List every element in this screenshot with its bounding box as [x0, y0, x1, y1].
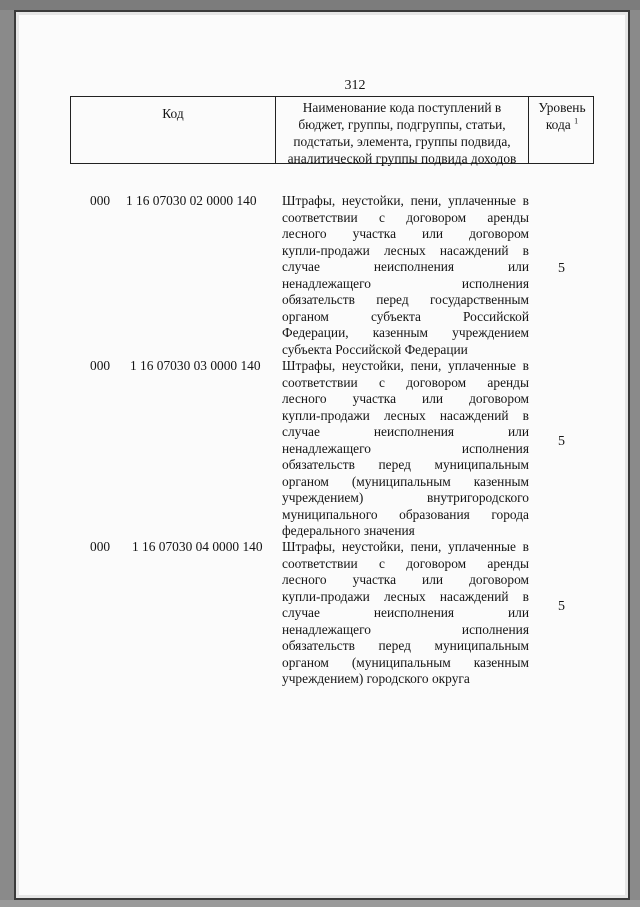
description-line: Штрафы, неустойки, пени, уплаченные в: [282, 539, 529, 554]
header-name-line: бюджет, группы, подгруппы, статьи,: [298, 117, 506, 132]
description-line: купли-продажи лесных насаждений в: [282, 242, 529, 258]
description-line: Федерации, казенным учреждением: [282, 325, 529, 340]
description-line: соответствии с договором аренды: [282, 374, 529, 390]
description-line: Штрафы, неустойки, пени, уплаченные в: [282, 358, 529, 373]
description-line: лесного участка или договором: [282, 391, 529, 406]
admin-code: 000: [90, 358, 111, 373]
description-cell: [282, 539, 529, 688]
description-line: органом (муниципальным казенным: [282, 473, 529, 489]
header-name-line: Наименование кода поступлений в: [302, 100, 502, 115]
description-line: учреждением) городского округа: [282, 671, 470, 686]
scan-bottom-edge: [0, 900, 640, 907]
description-line: ненадлежащего исполнения: [282, 440, 529, 456]
description-line: учреждением) внутригородского: [282, 490, 529, 505]
level-cell: 5: [558, 599, 565, 614]
description-line: субъекта Российской Федерации: [282, 341, 468, 357]
description-cell: [282, 193, 529, 358]
revenue-code: 1 16 07030 02 0000 140: [126, 193, 257, 208]
page-number: 312: [344, 78, 366, 93]
description-line: купли-продажи лесных насаждений в: [282, 407, 529, 423]
description-line: лесного участка или договором: [282, 226, 529, 241]
admin-code: 000: [90, 193, 111, 208]
description-line: ненадлежащего исполнения: [282, 275, 529, 291]
description-line: федерального значения: [282, 523, 415, 538]
description-line: случае неисполнения или: [282, 424, 529, 439]
scan-top-edge: [0, 0, 640, 10]
description-line: соответствии с договором аренды: [282, 555, 529, 571]
description-cell: [282, 358, 529, 540]
description-line: органом (муниципальным казенным: [282, 654, 529, 670]
description-line: органом субъекта Российской: [282, 308, 529, 324]
description-line: обязательств перед государственным: [282, 292, 529, 307]
description-line: обязательств перед муниципальным: [282, 457, 529, 472]
description-line: обязательств перед муниципальным: [282, 638, 529, 653]
header-level: [529, 97, 595, 163]
header-name-line: аналитической группы подвида доходов: [287, 151, 517, 166]
header-code: Код: [71, 97, 276, 163]
description-line: купли-продажи лесных насаждений в: [282, 588, 529, 604]
admin-code: 000: [90, 539, 111, 554]
level-cell: 5: [558, 261, 565, 276]
level-cell: 5: [558, 434, 565, 449]
header-name: [276, 97, 529, 166]
description-line: случае неисполнения или: [282, 605, 529, 620]
header-level-code: кода $^1$: [545, 116, 579, 132]
revenue-code: 1 16 07030 04 0000 140: [132, 539, 263, 554]
description-line: лесного участка или договором: [282, 572, 529, 587]
description-line: соответствии с договором аренды: [282, 209, 529, 225]
description-line: Штрафы, неустойки, пени, уплаченные в: [282, 193, 529, 208]
header-level-title: Уровень: [538, 100, 586, 115]
description-line: муниципального образования города: [282, 506, 529, 522]
revenue-code: 1 16 07030 03 0000 140: [130, 358, 261, 373]
description-line: случае неисполнения или: [282, 259, 529, 274]
table-header: [70, 96, 594, 164]
header-name-line: подстатьи, элемента, группы подвида,: [293, 134, 511, 149]
footnote-mark: 1: [574, 116, 579, 126]
description-line: ненадлежащего исполнения: [282, 621, 529, 637]
